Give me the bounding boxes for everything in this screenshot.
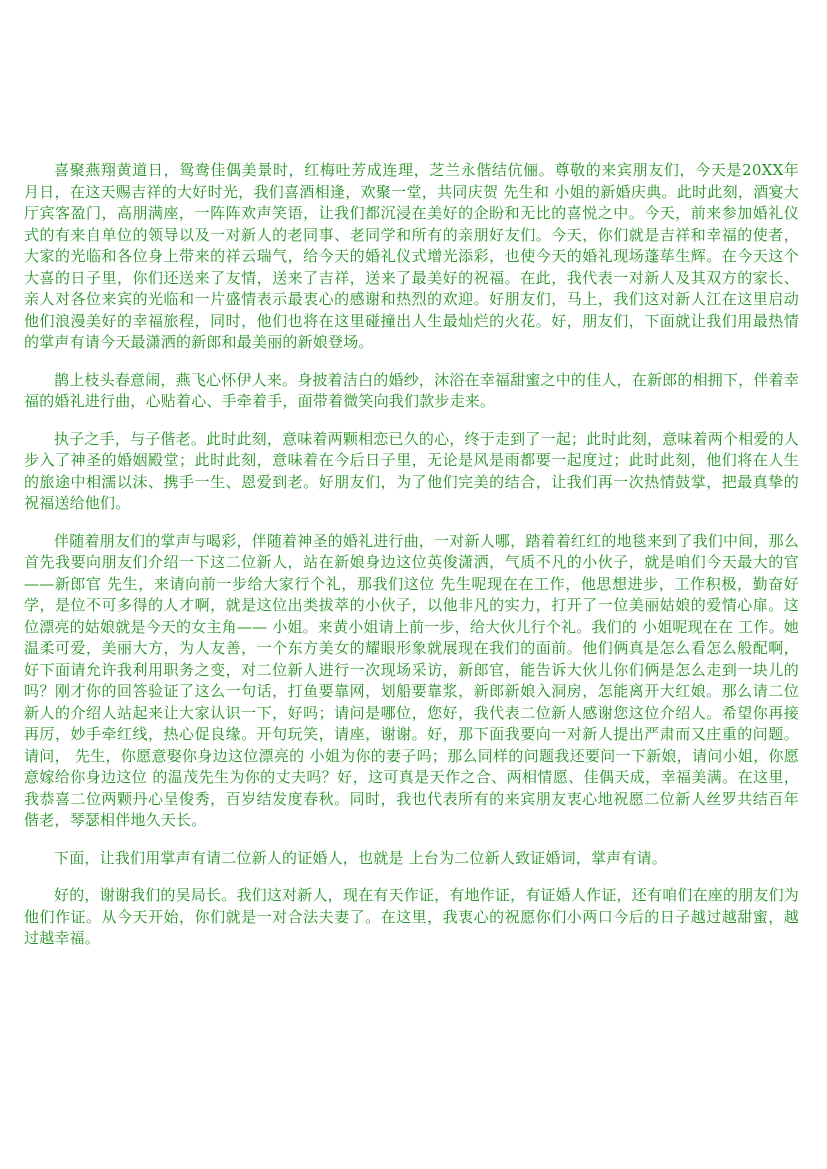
- paragraph-introduction: 伴随着朋友们的掌声与喝彩，伴随着神圣的婚礼进行曲，一对新人哪，踏着着红红的地毯来到了我们中间，那么首先我要向朋友们介绍一下这二位新人，站在新娘身边这位英俊潇洒，气质不凡的小伙子，就是咱们今天最大的官——新郎官 先生，来请向前一步给大家行个礼，那我们这位 先生呢现在在工作，他思想进步，工作积极，勤奋好学，是位不可多得的人才啊，就是这位出类拔萃的小伙子，以他非凡的实力，打开了一位美丽姑娘的爱情心扉。这位漂亮的姑娘就是今天的女主角—— 小姐。来黄小姐请上前一步，给大伙儿行个礼。我们的 小姐呢现在在 工作。她温柔可爱，美丽大方，为人友善，一个东方美女的耀眼形象就展现在我们的面前。他们俩真是怎么看怎么般配啊，好下面请允许我利用职务之变，对二位新人进行一次现场采访，新郎官，能告诉大伙儿你们俩是怎么走到一块儿的吗？刚才你的回答验证了这么一句话，打鱼要靠网，划船要靠浆，新郎新娘入洞房，怎能离开大红娘。那么请二位新人的介绍人站起来让大家认识一下，好吗；请问是哪位，您好，我代表二位新人感谢您这位介绍人。希望你再接再厉，妙手牵红线，热心促良缘。开句玩笑，请座，谢谢。好，那下面我要向一对新人提出严肃而又庄重的问题。请问， 先生，你愿意娶你身边这位漂亮的 小姐为你的妻子吗；那么同样的问题我还要问一下新娘，请问小姐，你愿意嫁给你身边这位 的温茂先生为你的丈夫吗？好，这可真是天作之合、两相情愿、佳偶天成，幸福美满。在这里，我恭喜二位两颗丹心呈俊秀，百岁结发度春秋。同时，我也代表所有的来宾朋友衷心地祝愿二位新人丝罗共结百年偕老，琴瑟相伴地久天长。: [24, 531, 799, 829]
- paragraph-witness-invite: 下面，让我们用掌声有请二位新人的证婚人，也就是 上台为二位新人致证婚词，掌声有请。: [54, 848, 667, 867]
- paragraph-bride-entrance: 鹊上枝头春意闹，燕飞心怀伊人来。身披着洁白的婚纱，沐浴在幸福甜蜜之中的佳人，在新郎的相拥下，伴着幸福的婚礼进行曲，心贴着心、手牵着手，面带着微笑向我们款步走来。: [24, 370, 799, 410]
- paragraph-opening: 喜聚燕翔黄道日，鸳鸯佳偶美景时，红梅吐芳成连理，芝兰永偕结伉俪。尊敬的来宾朋友们，今天是20XX年 月日，在这天赐吉祥的大好时光，我们喜酒相逢，欢聚一堂，共同庆贺 先生和 小姐的新婚庆典。此时此刻，酒宴大厅宾客盈门，高朋满座，一阵阵欢声笑语，让我们都沉浸在美好的企盼和无比的喜悦之中。今天，前来参加婚礼仪式的有来自单位的领导以及一对新人的老同事、老同学和所有的亲朋好友们。今天，你们就是吉祥和幸福的使者，大家的光临和各位身上带来的祥云瑞气，给今天的婚礼仪式增光添彩，也使今天的婚礼现场蓬荜生辉。在今天这个大喜的日子里，你们还送来了友情，送来了吉祥，送来了最美好的祝福。在此，我代表一对新人及其双方的家长、亲人对各位来宾的光临和一片盛情表示最衷心的感谢和热烈的欢迎。好朋友们，马上，我们这对新人江在这里启动他们浪漫美好的幸福旅程，同时，他们也将在这里碰撞出人生最灿烂的火花。好，朋友们，下面就让我们用最热情的掌声有请今天最潇洒的新郎和最美丽的新娘登场。: [24, 161, 799, 351]
- document-body: [24, 160, 799, 950]
- paragraph-hand-in-hand: 执子之手，与子偕老。此时此刻，意味着两颗相恋已久的心，终于走到了一起；此时此刻，意味着两个相爱的人步入了神圣的婚姻殿堂；此时此刻，意味着在今后日子里，无论是风是雨都要一起度过；此时此刻，他们将在人生的旅途中相濡以沫、携手一生、恩爱到老。好朋友们，为了他们完美的结合，让我们再一次热情鼓掌，把最真挚的祝福送给他们。: [24, 429, 799, 512]
- paragraph-blessing: 好的，谢谢我们的吴局长。我们这对新人，现在有天作证，有地作证，有证婚人作证，还有咱们在座的朋友们为他们作证。从今天开始，你们就是一对合法夫妻了。在这里，我衷心的祝愿你们小两口今后的日子越过越甜蜜，越过越幸福。: [24, 886, 799, 947]
